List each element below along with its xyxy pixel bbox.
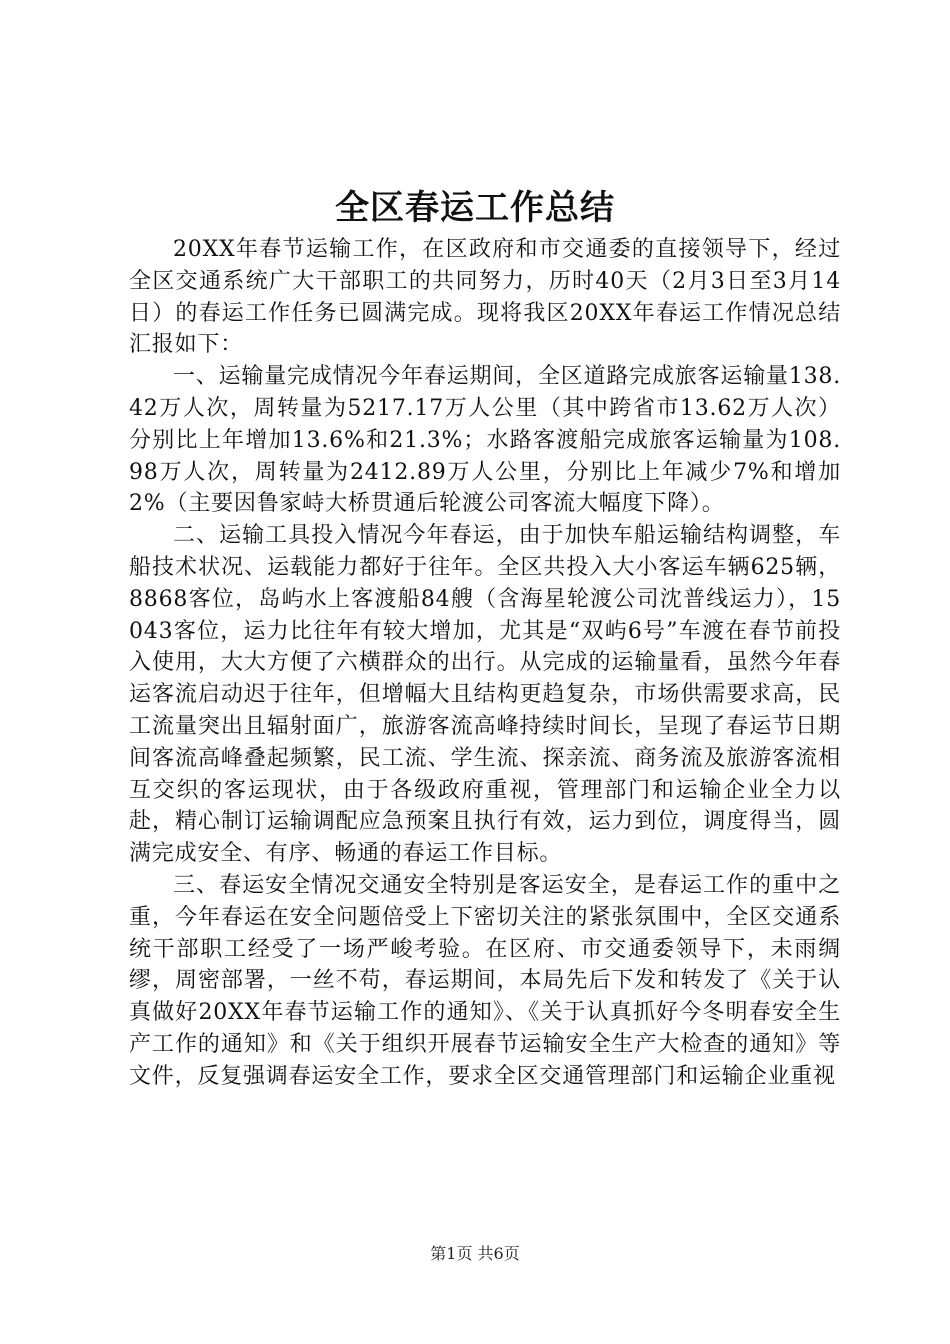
page-number-footer: 第1页 共6页 bbox=[430, 1244, 520, 1263]
intro-paragraph: 20XX年春节运输工作，在区政府和市交通委的直接领导下，经过全区交通系统广大干部职工的共同努力，历时40天（2月3日至3月14日）的春运工作任务已圆满完成。现将我区20XX年春运工作情况总结汇报如下： bbox=[129, 237, 841, 358]
section-two-paragraph: 二、运输工具投入情况今年春运，由于加快车船运输结构调整，车船技术状况、运载能力都好于往年。全区共投入大小客运车辆625辆，8868客位，岛屿水上客渡船84艘（含海星轮渡公司沈普线运力），15043客位，运力比往年有较大增加，尤其是“双屿6号”车渡在春节前投入使用，大大方便了六横群众的出行。从完成的运输量看，虽然今年春运客流启动迟于往年，但增幅大且结构更趋复杂，市场供需要求高，民工流量突出且辐射面广，旅游客流高峰持续时间长，呈现了春运节日期间客流高峰叠起频繁，民工流、学生流、探亲流、商务流及旅游客流相互交织的客运现状，由于各级政府重视，管理部门和运输企业全力以赴，精心制订运输调配应急预案且执行有效，运力到位，调度得当，圆满完成安全、有序、畅通的春运工作目标。 bbox=[129, 523, 841, 867]
document-title: 全区春运工作总结 bbox=[335, 188, 615, 228]
section-one-paragraph: 一、运输量完成情况今年春运期间，全区道路完成旅客运输量138.42万人次，周转量为5217.17万人公里（其中跨省市13.62万人次）分别比上年增加13.6%和21.3%；水路客渡船完成旅客运输量为108.98万人次，周转量为2412.89万人公里，分别比上年减少7%和增加2%（主要因鲁家峙大桥贯通后轮渡公司客流大幅度下降）。 bbox=[129, 364, 841, 517]
document-body bbox=[129, 234, 841, 1093]
section-three-paragraph: 三、春运安全情况交通安全特别是客运安全，是春运工作的重中之重，今年春运在安全问题倍受上下密切关注的紧张氛围中，全区交通系统干部职工经受了一场严峻考验。在区府、市交通委领导下，未雨绸缪，周密部署，一丝不苟，春运期间，本局先后下发和转发了《关于认真做好20XX年春节运输工作的通知》、《关于认真抓好今冬明春安全生产工作的通知》和《关于组织开展春节运输安全生产大检查的通知》等文件，反复强调春运安全工作，要求全区交通管理部门和运输企业重视 bbox=[129, 872, 841, 1089]
